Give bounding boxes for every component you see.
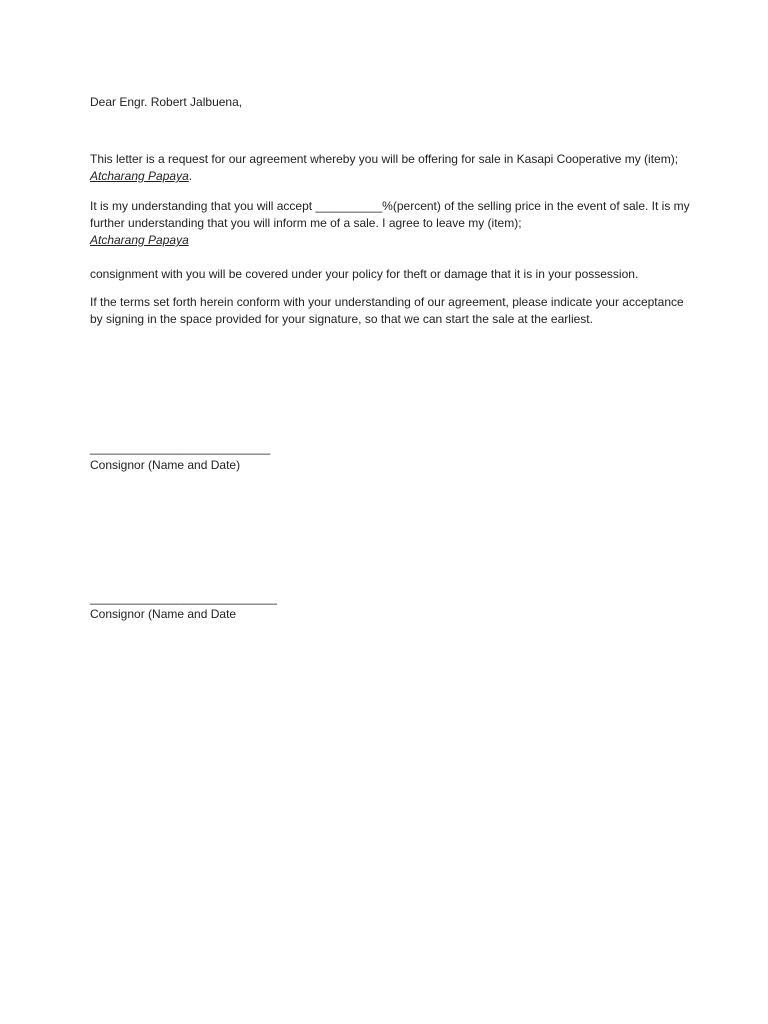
paragraph-request bbox=[90, 151, 690, 185]
paragraph-acceptance: If the terms set forth herein conform with your understanding of our agreement, please indicate your acceptance by signing in the space provided for your signature, so that we can start the sale at the earliest. bbox=[90, 295, 684, 326]
item-name: Atcharang Papaya bbox=[90, 169, 189, 183]
signature-label-2: Consignor (Name and Date bbox=[90, 607, 237, 621]
paragraph-request-end: . bbox=[188, 169, 193, 183]
signature-line-2: ____________________________ bbox=[90, 591, 277, 605]
signature-line-1: ___________________________ bbox=[90, 441, 271, 455]
signature-label-1: Consignor (Name and Date) bbox=[90, 458, 241, 472]
salutation: Dear Engr. Robert Jalbuena, bbox=[90, 95, 243, 109]
paragraph-request-text: This letter is a request for our agreement whereby you will be offering for sale in Kasapi Cooperative my (item); bbox=[90, 152, 679, 166]
paragraph-understanding bbox=[90, 198, 690, 249]
paragraph-consignment: consignment with you will be covered under your policy for theft or damage that it is in your possession. bbox=[90, 267, 639, 281]
item-name-2: Atcharang Papaya bbox=[90, 233, 189, 247]
paragraph-understanding-text: It is my understanding that you will accept __________%(percent) of the selling price in the event of sale. It is my further understanding that you will inform me of a sale. I agree to leave my (item); bbox=[90, 199, 690, 230]
